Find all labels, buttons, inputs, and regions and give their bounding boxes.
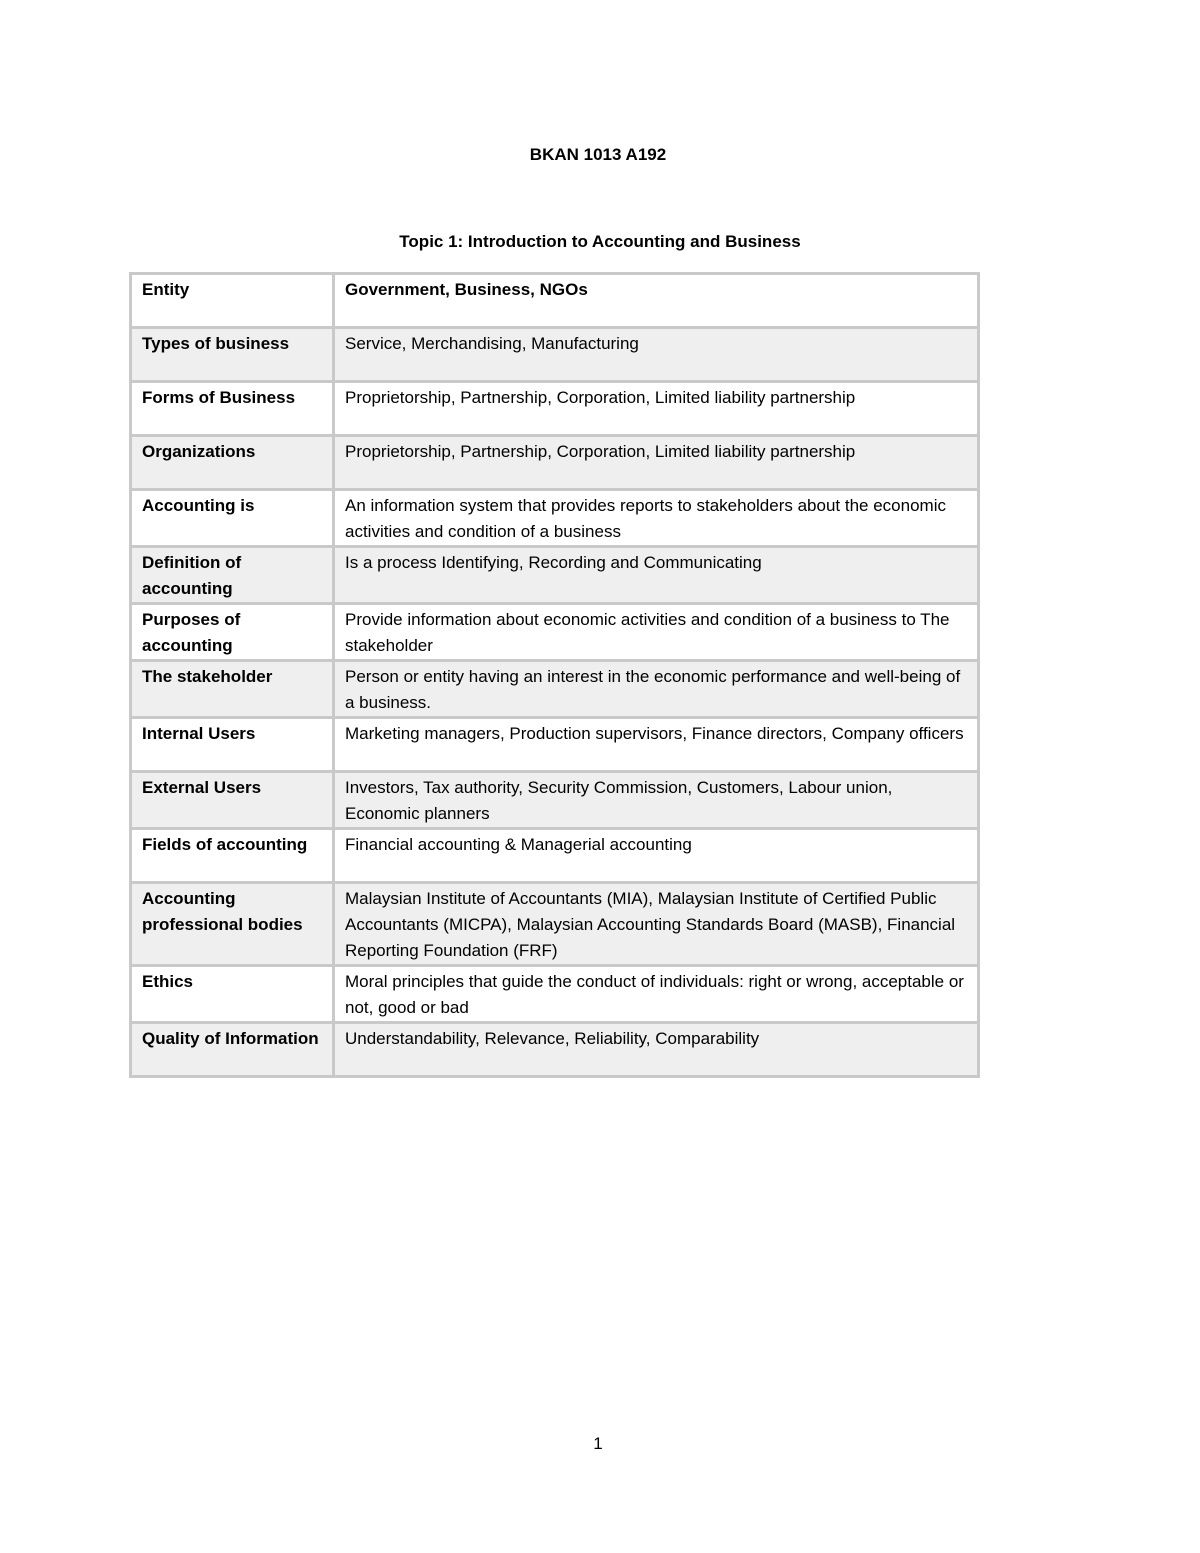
- course-code-heading: BKAN 1013 A192: [529, 145, 667, 164]
- term-cell: The stakeholder: [131, 661, 334, 718]
- description-cell: Understandability, Relevance, Reliability, Comparability: [334, 1023, 979, 1077]
- table-row: [131, 1023, 979, 1077]
- table-row: [131, 382, 979, 436]
- table-row: [131, 547, 979, 604]
- table-row: [131, 328, 979, 382]
- table-row: [131, 274, 979, 328]
- page-number: 1: [593, 1434, 603, 1453]
- term-cell: Accounting is: [131, 490, 334, 547]
- topic-table: [129, 272, 980, 1078]
- term-cell: Ethics: [131, 966, 334, 1023]
- description-cell: Malaysian Institute of Accountants (MIA), Malaysian Institute of Certified Public Accountants (MICPA), Malaysian Accounting Standards Board (MASB), Financial Reporting Foundation (FRF): [334, 883, 979, 966]
- table-row: [131, 490, 979, 547]
- term-cell: Internal Users: [131, 718, 334, 772]
- term-cell: External Users: [131, 772, 334, 829]
- table-row: [131, 829, 979, 883]
- description-cell: Financial accounting & Managerial accounting: [334, 829, 979, 883]
- term-cell: Accounting professional bodies: [131, 883, 334, 966]
- term-cell: Types of business: [131, 328, 334, 382]
- term-cell: Organizations: [131, 436, 334, 490]
- description-cell: Service, Merchandising, Manufacturing: [334, 328, 979, 382]
- table-row: [131, 604, 979, 661]
- table-row: [131, 661, 979, 718]
- description-cell: Government, Business, NGOs: [334, 274, 979, 328]
- description-cell: Is a process Identifying, Recording and Communicating: [334, 547, 979, 604]
- table-row: [131, 883, 979, 966]
- term-cell: Definition of accounting: [131, 547, 334, 604]
- description-cell: Investors, Tax authority, Security Commission, Customers, Labour union, Economic planners: [334, 772, 979, 829]
- table-row: [131, 718, 979, 772]
- description-cell: Proprietorship, Partnership, Corporation, Limited liability partnership: [334, 436, 979, 490]
- description-cell: Marketing managers, Production supervisors, Finance directors, Company officers: [334, 718, 979, 772]
- description-cell: Proprietorship, Partnership, Corporation, Limited liability partnership: [334, 382, 979, 436]
- topic-title: Topic 1: Introduction to Accounting and Business: [399, 232, 801, 251]
- description-cell: Provide information about economic activities and condition of a business to The stakeholder: [334, 604, 979, 661]
- description-cell: Person or entity having an interest in the economic performance and well-being of a business.: [334, 661, 979, 718]
- term-cell: Entity: [131, 274, 334, 328]
- description-cell: An information system that provides reports to stakeholders about the economic activities and condition of a business: [334, 490, 979, 547]
- table-row: [131, 772, 979, 829]
- description-cell: Moral principles that guide the conduct of individuals: right or wrong, acceptable or not, good or bad: [334, 966, 979, 1023]
- term-cell: Purposes of accounting: [131, 604, 334, 661]
- table-row: [131, 436, 979, 490]
- term-cell: Quality of Information: [131, 1023, 334, 1077]
- term-cell: Forms of Business: [131, 382, 334, 436]
- table-row: [131, 966, 979, 1023]
- term-cell: Fields of accounting: [131, 829, 334, 883]
